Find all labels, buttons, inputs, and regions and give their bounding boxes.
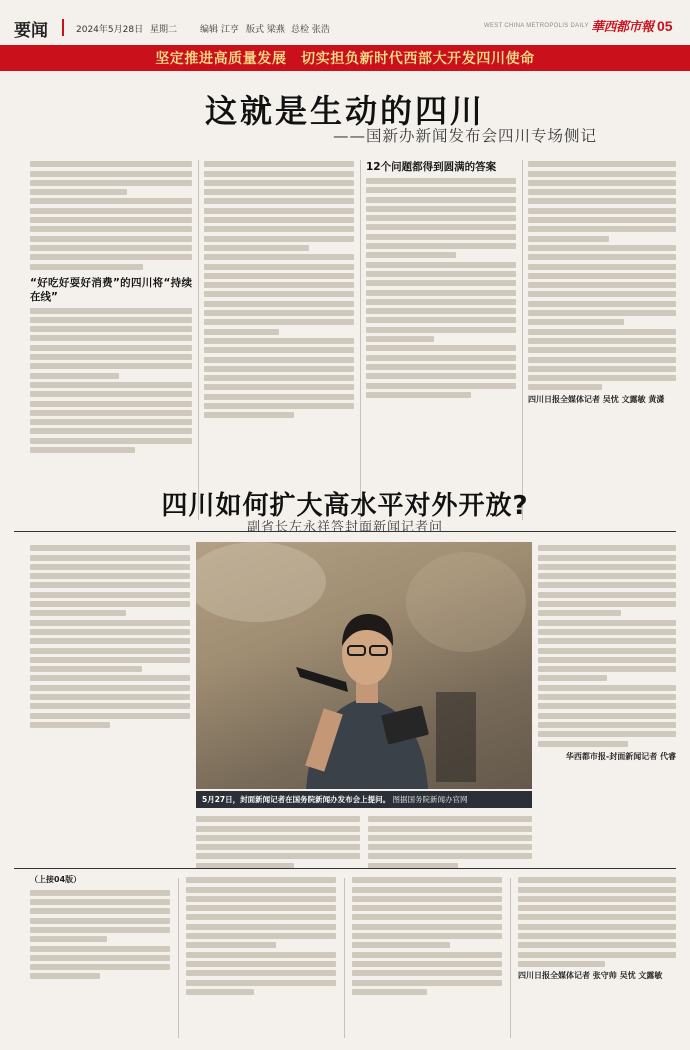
column-divider [360,160,361,520]
photo-credit: 图据国务院新闻办官网 [392,795,468,804]
reporter-photo-illustration [196,542,532,789]
photo-caption [196,791,532,808]
article3-column-2 [186,874,336,1044]
column-divider [510,878,511,1038]
layout-credit: 版式 梁燕 [246,25,285,35]
article1-lede [30,161,192,269]
banner-text: 坚定推进高质量发展 切实担负新时代西部大开发四川使命 [155,51,535,67]
column-divider [522,160,523,520]
article2-column-1 [30,542,190,812]
article2-column-4 [538,542,676,882]
page-number: 05 [657,18,673,34]
article3-column-4 [518,874,676,1044]
newspaper-logo: 華西都市報 [591,20,654,35]
proof-credit: 总检 张浩 [291,25,330,35]
article2-byline: 华西都市报-封面新闻记者 代睿 [565,751,676,761]
section-divider [62,19,64,36]
article1-column-3 [366,158,516,526]
article3-byline: 四川日报全媒体记者 张守帅 吴忧 文露敏 [518,971,663,981]
section-label: 要闻 [14,21,48,41]
column-divider [198,160,199,520]
article3-column-1 [30,874,170,1044]
section-banner [0,45,690,71]
article1-column-4 [528,158,676,526]
article1-subhead-mid: 12个问题都得到圆满的答案 [366,161,497,173]
article1-column-2 [204,158,354,526]
article1-column-1 [30,158,192,526]
article1-subhead-left: “好吃好耍好消费”的四川将“持续在线” [30,276,192,303]
article1-title: 这就是生动的四川 [204,92,485,130]
article-separator [14,868,676,869]
article1-byline: 四川日报全媒体记者 吴忧 文露敏 黄潇 [528,395,665,405]
issue-date: 2024年5月28日 [76,25,144,35]
article2-subtitle: 副省长左永祥答封面新闻记者问 [246,520,443,535]
issue-weekday: 星期二 [150,25,178,35]
article1-body-col1 [30,308,192,453]
editor-credit: 编辑 江亨 [200,25,239,35]
article3-continued-from: （上接04版） [30,875,82,884]
article1-subtitle: ——国新办新闻发布会四川专场侧记 [332,127,597,145]
column-divider [344,878,345,1038]
press-conference-photo [196,542,532,789]
column-divider [178,878,179,1038]
photo-caption-text: 5月27日，封面新闻记者在国务院新闻办发布会上提问。 [202,795,391,804]
article3-column-3 [352,874,502,1044]
paper-english-name: WEST CHINA METROPOLIS DAILY [484,23,589,29]
article2-title: 四川如何扩大高水平对外开放? [161,491,529,521]
